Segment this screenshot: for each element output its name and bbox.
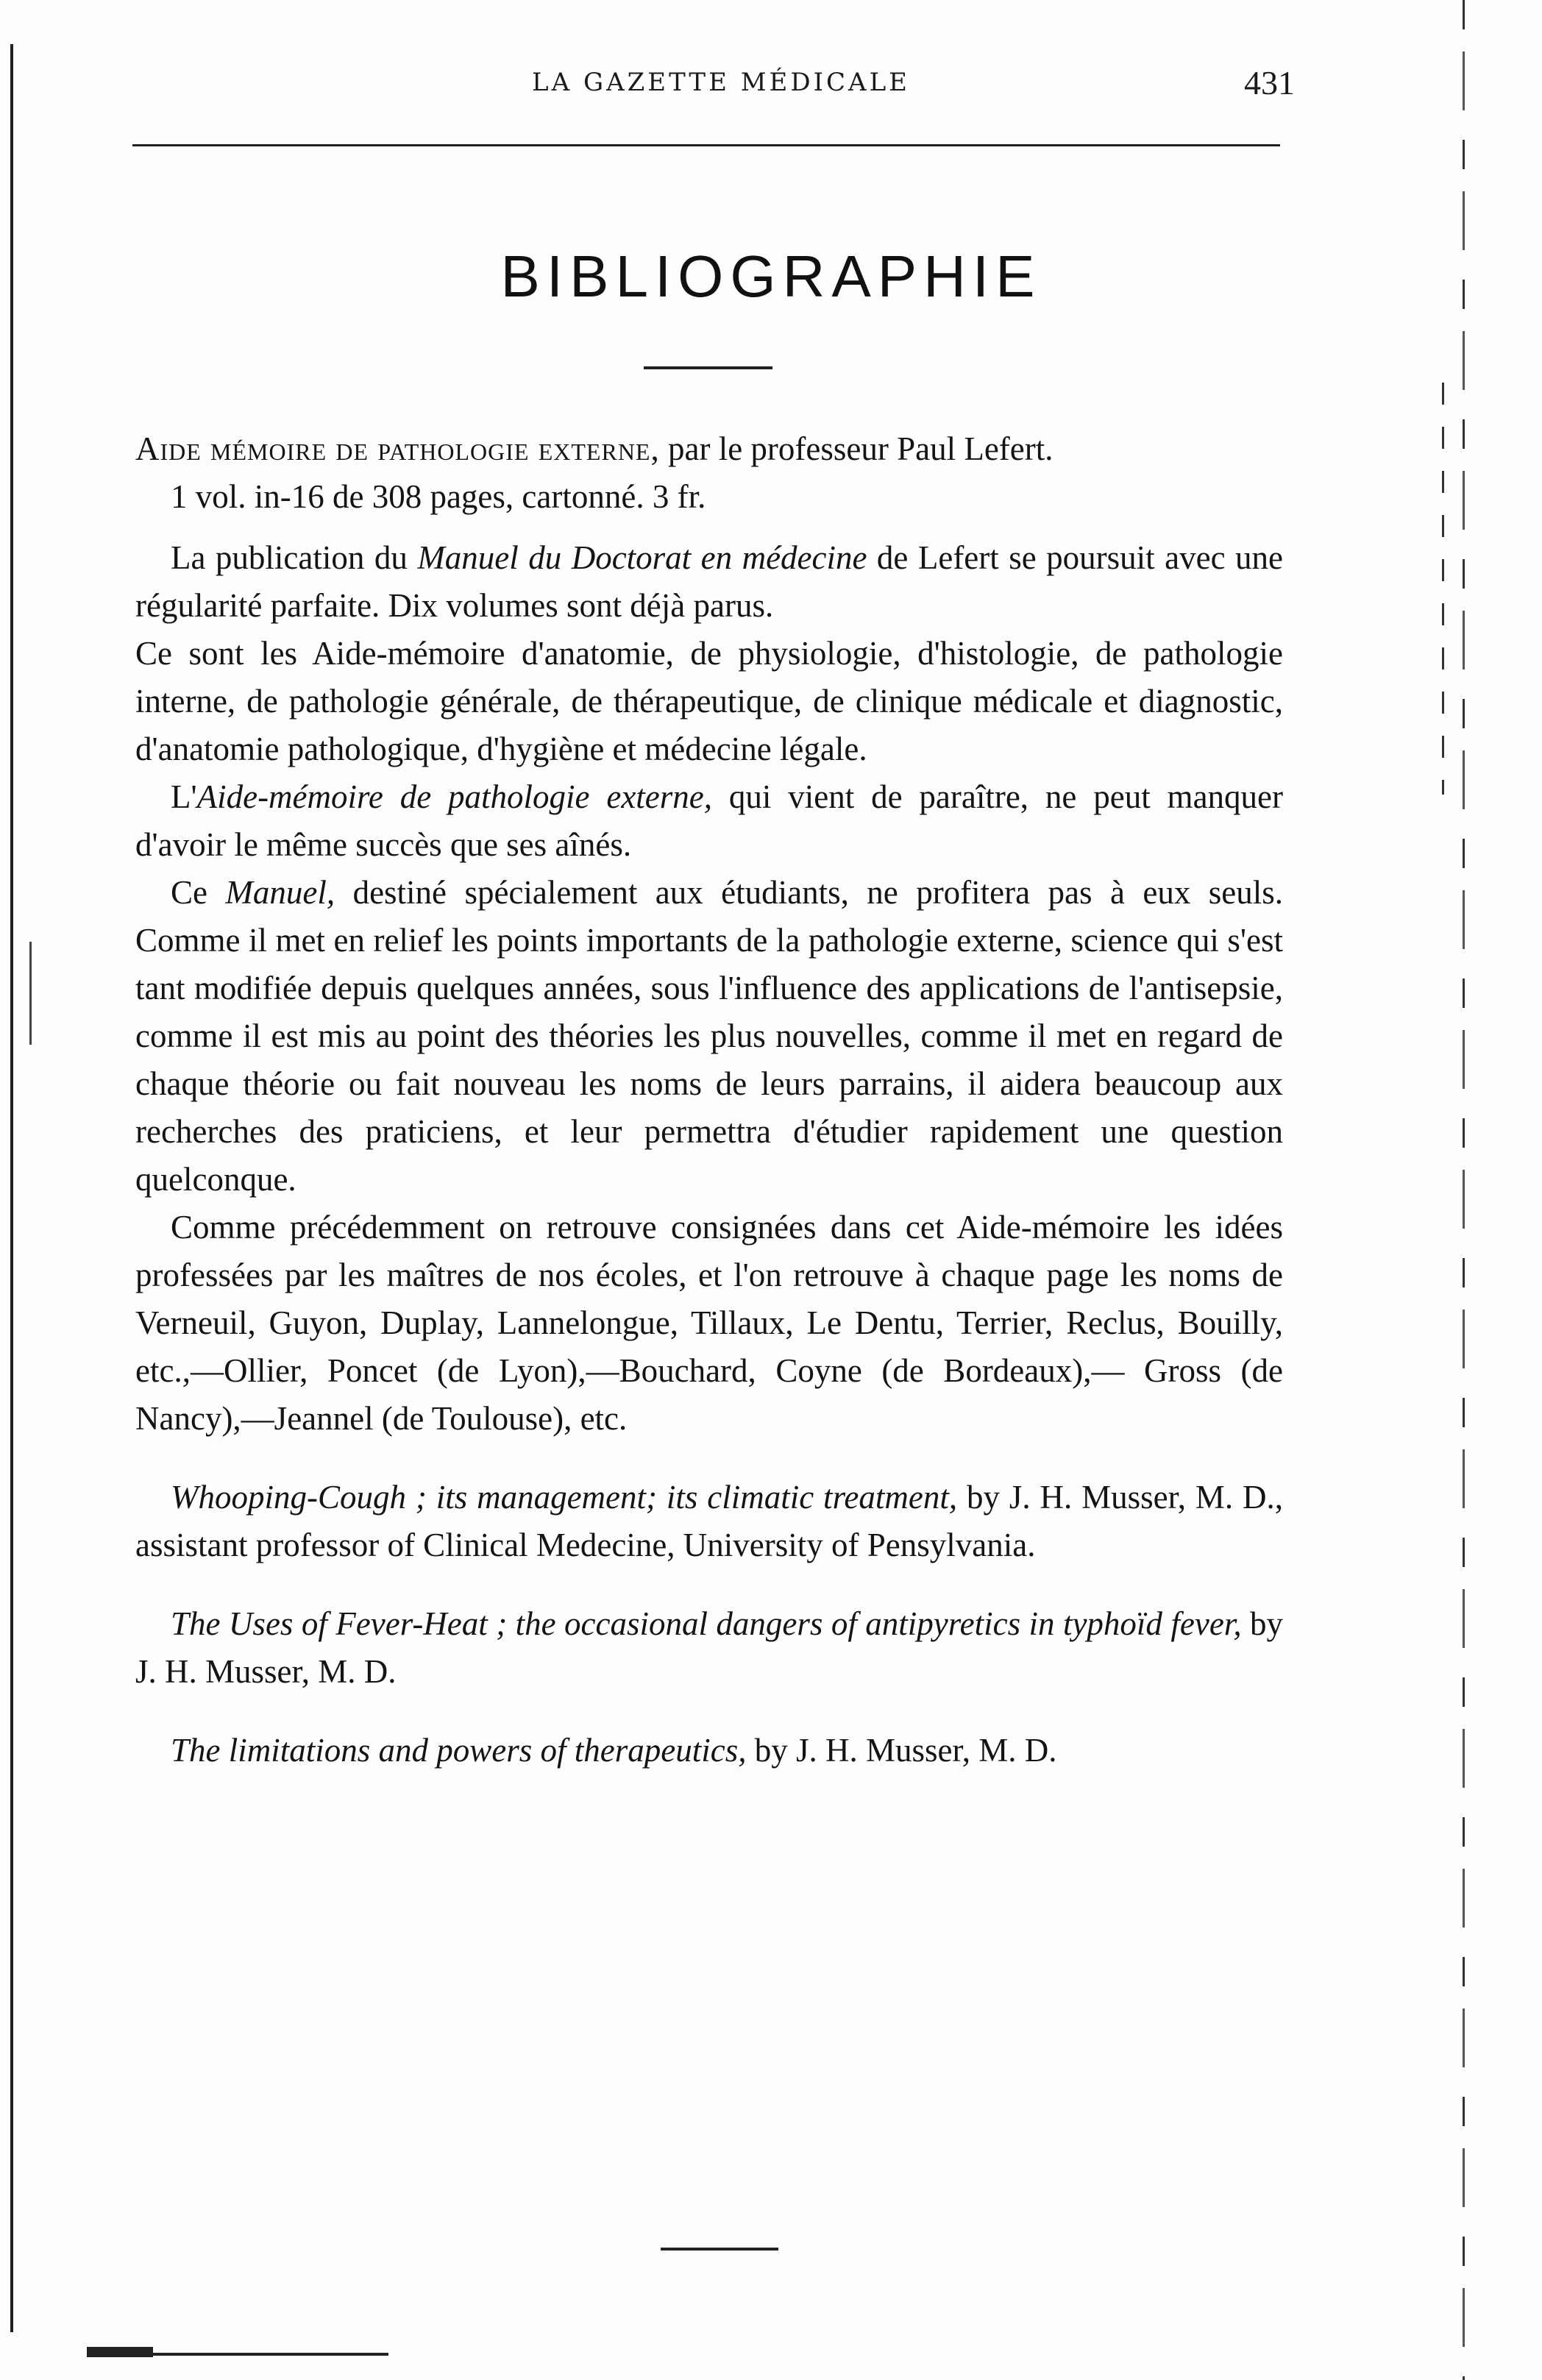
- page-scrap-line: [87, 2353, 388, 2356]
- closing-rule: [661, 2248, 778, 2251]
- paragraph: Ce sont les Aide-mémoire d'anatomie, de physiologie, d'histologie, de pathologie interne, de pathologie générale, de thérapeutique, de clinique médicale et diagnostic, d'anatomie pathologique, d'hygiène et médecine légale.: [135, 635, 1283, 767]
- section-title: BIBLIOGRAPHIE: [500, 244, 1042, 309]
- book-title: Manuel du Doctorat en médecine: [417, 539, 867, 576]
- running-header: [147, 64, 1295, 119]
- binding-edge-inner: [1442, 383, 1444, 795]
- binding-edge: [1463, 0, 1465, 2380]
- article-body: [135, 425, 1283, 1775]
- entry-title: The Uses of Fever-Heat ; the occasional dangers of antipyretics in typhoïd fever,: [171, 1605, 1242, 1642]
- running-title: LA GAZETTE MÉDICALE: [532, 68, 910, 97]
- entry-title: Aide mémoire de pathologie externe,: [135, 430, 660, 467]
- paragraph: Comme précédemment on retrouve consignées dans cet Aide-mémoire les idées professées par les maîtres de nos écoles, et l'on retrouve à chaque page les noms de Verneuil, Guyon, Duplay, Lannelongue, Tillaux, Le Dentu, Terrier, Reclus, Bouilly, etc.,—Ollier, Poncet (de Lyon),—Bouchard, Coyne (de Bordeaux),— Gross (de Nancy),—Jeannel (de Toulouse), etc.: [135, 1209, 1283, 1437]
- entry-details: 1 vol. in-16 de 308 pages, cartonné. 3 fr.: [171, 478, 706, 515]
- entry-author: par le professeur Paul Lefert.: [659, 430, 1054, 467]
- paragraph: Ce Manuel, destiné spécialement aux étudiants, ne profitera pas à eux seuls. Comme il met en relief les points importants de la pathologie externe, science qui s'est tant modifiée depuis quelques années, sous l'influence des applications de l'antisepsie, comme il est mis au point des théories les plus nouvelles, comme il met en regard de chaque théorie ou fait nouveau les noms de leurs parrains, il aidera beaucoup aux recherches des praticiens, et leur permettra d'étudier rapidement une question quelconque.: [135, 874, 1283, 1198]
- bibliography-entry: Whooping-Cough ; its management; its climatic treatment, by J. H. Musser, M. D., assistant professor of Clinical Medecine, University of Pensylvania.: [135, 1479, 1283, 1563]
- title-rule: [644, 366, 772, 369]
- book-title: Aide-mémoire de pathologie externe,: [196, 778, 713, 815]
- bibliography-entry: [135, 425, 1283, 521]
- header-rule: [132, 144, 1280, 146]
- bibliography-entry: The limitations and powers of therapeutics, by J. H. Musser, M. D.: [171, 1732, 1057, 1769]
- page-number: 431: [1244, 64, 1295, 102]
- entry-title: Whooping-Cough ; its management; its climatic treatment,: [171, 1479, 958, 1516]
- paragraph: L'Aide-mémoire de pathologie externe, qui vient de paraître, ne peut manquer d'avoir le même succès que ses aînés.: [135, 778, 1283, 863]
- entry-title: The limitations and powers of therapeutics,: [171, 1732, 747, 1769]
- page-edge-mark: [29, 942, 32, 1045]
- bibliography-entry: The Uses of Fever-Heat ; the occasional dangers of antipyretics in typhoïd fever, by J. H. Musser, M. D.: [135, 1605, 1284, 1690]
- paragraph: La publication du Manuel du Doctorat en médecine de Lefert se poursuit avec une régularité parfaite. Dix volumes sont déjà parus.: [135, 539, 1283, 624]
- book-title: Manuel,: [225, 874, 335, 911]
- page-edge-shadow: [10, 44, 13, 2332]
